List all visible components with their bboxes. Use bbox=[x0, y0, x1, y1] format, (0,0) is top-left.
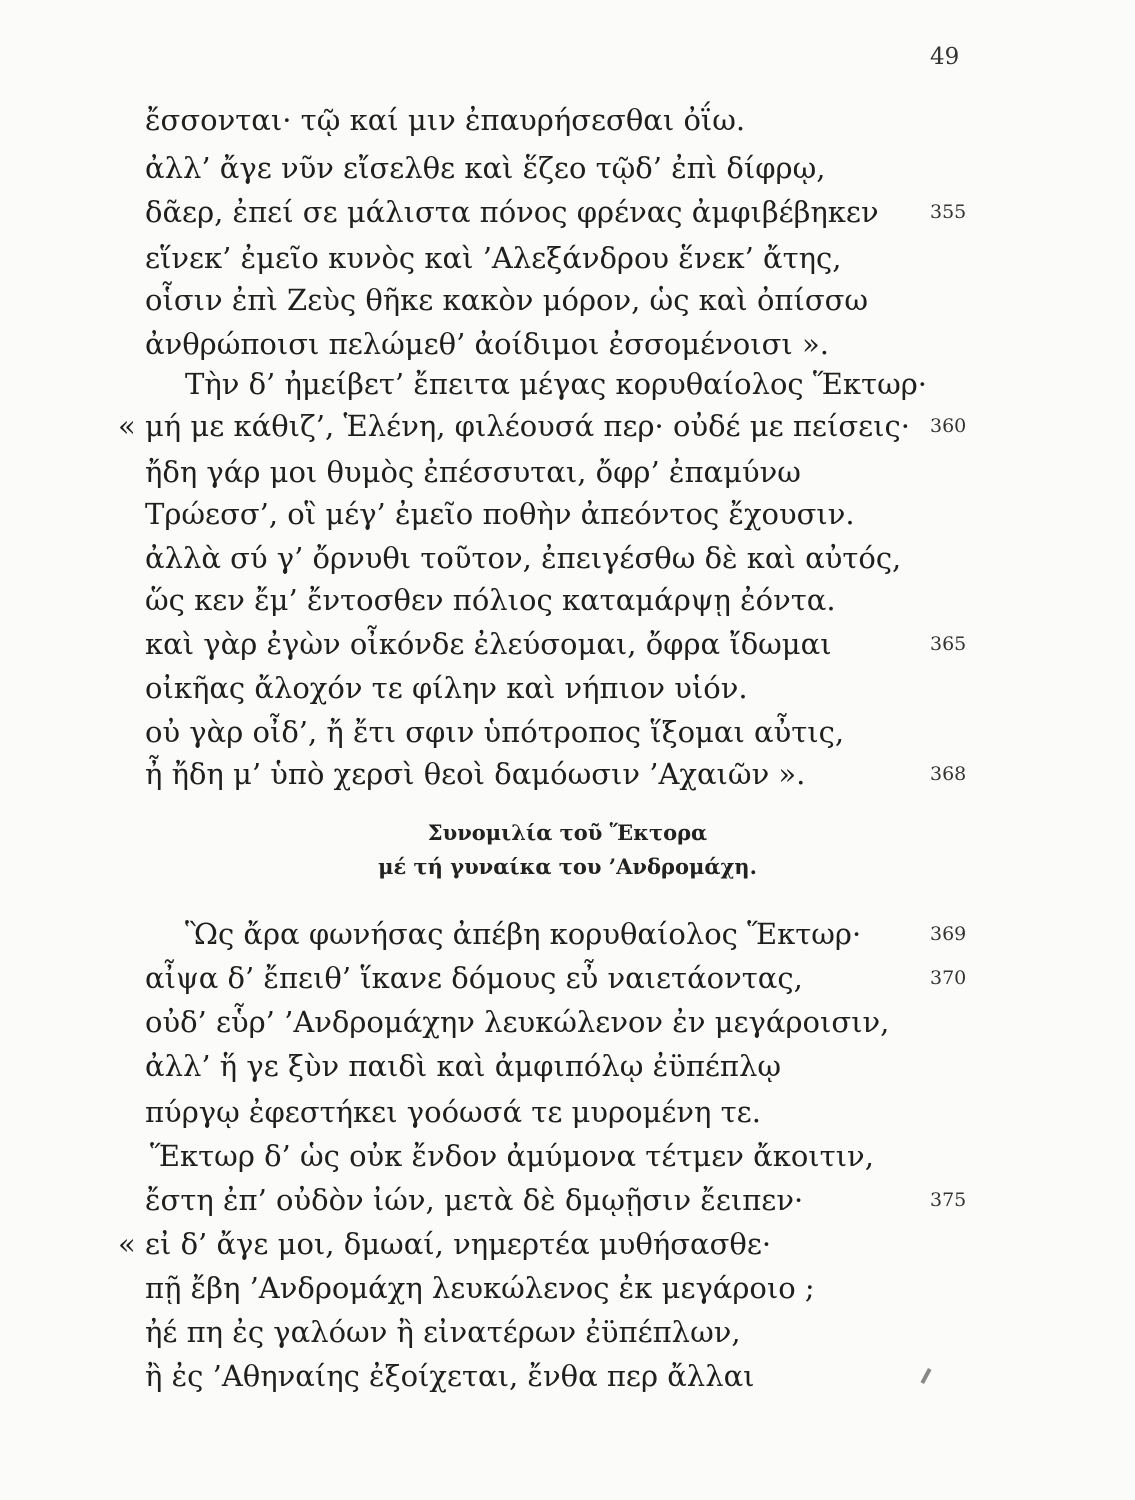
line-number: 369 bbox=[930, 923, 967, 945]
verse-text: Τρώεσσ’, οἳ μέγ’ ἐμεῖο ποθὴν ἀπεόντος ἔχουσιν. bbox=[145, 497, 855, 531]
verse-line bbox=[0, 1178, 1135, 1222]
verse-text: οἰκῆας ἄλοχόν τε φίλην καὶ νήπιον υἱόν. bbox=[145, 671, 748, 705]
verse-line bbox=[0, 536, 1135, 580]
verse-text: ἦ ἤδη μ’ ὑπὸ χερσὶ θεοὶ δαμόωσιν ’Αχαιῶν ». bbox=[145, 757, 806, 791]
verse-line bbox=[0, 1090, 1135, 1134]
line-number: 368 bbox=[930, 763, 967, 785]
verse-line bbox=[0, 236, 1135, 280]
verse-text: Ἕκτωρ δ’ ὡς οὐκ ἔνδον ἀμύμονα τέτμεν ἄκοιτιν, bbox=[150, 1139, 874, 1173]
verse-line bbox=[0, 1134, 1135, 1178]
verse-text: ἔστη ἐπ’ οὐδὸν ἰών, μετὰ δὲ δμῳῇσιν ἔειπεν· bbox=[145, 1183, 804, 1217]
verse-text: Ὣς ἄρα φωνήσας ἀπέβη κορυθαίολος Ἕκτωρ· bbox=[185, 917, 862, 951]
verse-text: πύργῳ ἐφεστήκει γοόωσά τε μυρομένη τε. bbox=[145, 1095, 761, 1129]
verse-line bbox=[0, 450, 1135, 494]
section-heading-line-1: Συνομιλία τοῦ Ἕκτορα bbox=[427, 820, 708, 845]
page-number: 49 bbox=[930, 44, 960, 70]
verse-line bbox=[0, 710, 1135, 754]
verse-line bbox=[0, 1000, 1135, 1044]
verse-text: οὐδ’ εὗρ’ ’Ανδρομάχην λευκώλενον ἐν μεγάροισιν, bbox=[145, 1005, 890, 1039]
verse-text: « εἰ δ’ ἄγε μοι, δμωαί, νημερτέα μυθήσασθε· bbox=[118, 1227, 772, 1261]
verse-text: ἀνθρώποισι πελώμεθ’ ἀοίδιμοι ἐσσομένοισι ». bbox=[145, 327, 829, 361]
verse-line bbox=[0, 956, 1135, 1000]
verse-line bbox=[0, 912, 1135, 956]
verse-text: καὶ γὰρ ἐγὼν οἶκόνδε ἐλεύσομαι, ὄφρα ἴδωμαι bbox=[145, 627, 832, 661]
verse-text: πῇ ἔβη ’Ανδρομάχη λευκώλενος ἐκ μεγάροιο ; bbox=[145, 1271, 815, 1305]
verse-text: οὐ γὰρ οἶδ’, ἤ ἔτι σφιν ὑπότροπος ἵξομαι αὖτις, bbox=[145, 715, 845, 749]
verse-text: ἀλλ’ ἄγε νῦν εἴσελθε καὶ ἕζεο τῷδ’ ἐπὶ δίφρῳ, bbox=[145, 151, 826, 185]
line-number: 360 bbox=[930, 415, 967, 437]
verse-text: οἷσιν ἐπὶ Ζεὺς θῆκε κακὸν μόρον, ὡς καὶ ὀπίσσω bbox=[145, 283, 869, 317]
verse-line bbox=[0, 278, 1135, 322]
verse-text: ἤδη γάρ μοι θυμὸς ἐπέσσυται, ὄφρ’ ἐπαμύνω bbox=[145, 455, 801, 489]
verse-line bbox=[0, 322, 1135, 366]
verse-line bbox=[0, 1354, 1135, 1398]
verse-text: ἔσσονται· τῷ καί μιν ἐπαυρήσεσθαι ὀΐω. bbox=[145, 103, 746, 137]
verse-text: ὥς κεν ἔμ’ ἔντοσθεν πόλιος καταμάρψῃ ἐόντα. bbox=[145, 583, 836, 617]
verse-line bbox=[0, 98, 1135, 142]
verse-text: Τὴν δ’ ἠμείβετ’ ἔπειτα μέγας κορυθαίολος Ἕκτωρ· bbox=[185, 367, 927, 401]
verse-text: « μή με κάθιζ’, Ἑλένη, φιλέουσά περ· οὐδέ με πείσεις· bbox=[118, 409, 910, 443]
verse-line bbox=[0, 752, 1135, 796]
verse-text: ἀλλ’ ἥ γε ξὺν παιδὶ καὶ ἀμφιπόλῳ ἐϋπέπλῳ bbox=[145, 1049, 781, 1083]
verse-text: αἶψα δ’ ἔπειθ’ ἵκανε δόμους εὖ ναιετάοντας, bbox=[145, 961, 803, 995]
verse-line bbox=[0, 146, 1135, 190]
verse-line bbox=[0, 1044, 1135, 1088]
verse-line bbox=[0, 492, 1135, 536]
line-number: 375 bbox=[930, 1189, 967, 1211]
verse-line bbox=[0, 622, 1135, 666]
verse-line bbox=[0, 578, 1135, 622]
verse-text: ἀλλὰ σύ γ’ ὄρνυθι τοῦτον, ἐπειγέσθω δὲ καὶ αὐτός, bbox=[145, 541, 902, 575]
verse-text: εἵνεκ’ ἐμεῖο κυνὸς καὶ ’Αλεξάνδρου ἕνεκ’ ἄτης, bbox=[145, 241, 842, 275]
verse-line bbox=[0, 190, 1135, 234]
verse-line bbox=[0, 1222, 1135, 1266]
line-number: 355 bbox=[930, 201, 967, 223]
verse-line bbox=[0, 666, 1135, 710]
verse-line bbox=[0, 362, 1135, 406]
verse-line bbox=[0, 1310, 1135, 1354]
line-number: 365 bbox=[930, 633, 967, 655]
verse-text: ἢ ἐς ’Αθηναίης ἐξοίχεται, ἔνθα περ ἄλλαι bbox=[145, 1359, 755, 1393]
verse-line bbox=[0, 1266, 1135, 1310]
section-heading-line-2: μέ τή γυναίκα του ’Ανδρομάχη. bbox=[378, 854, 757, 879]
verse-line bbox=[0, 404, 1135, 448]
line-number: 370 bbox=[930, 967, 967, 989]
verse-text: δᾶερ, ἐπεί σε μάλιστα πόνος φρένας ἀμφιβέβηκεν bbox=[145, 195, 879, 229]
verse-text: ἠέ πη ἐς γαλόων ἢ εἰνατέρων ἐϋπέπλων, bbox=[145, 1315, 741, 1349]
